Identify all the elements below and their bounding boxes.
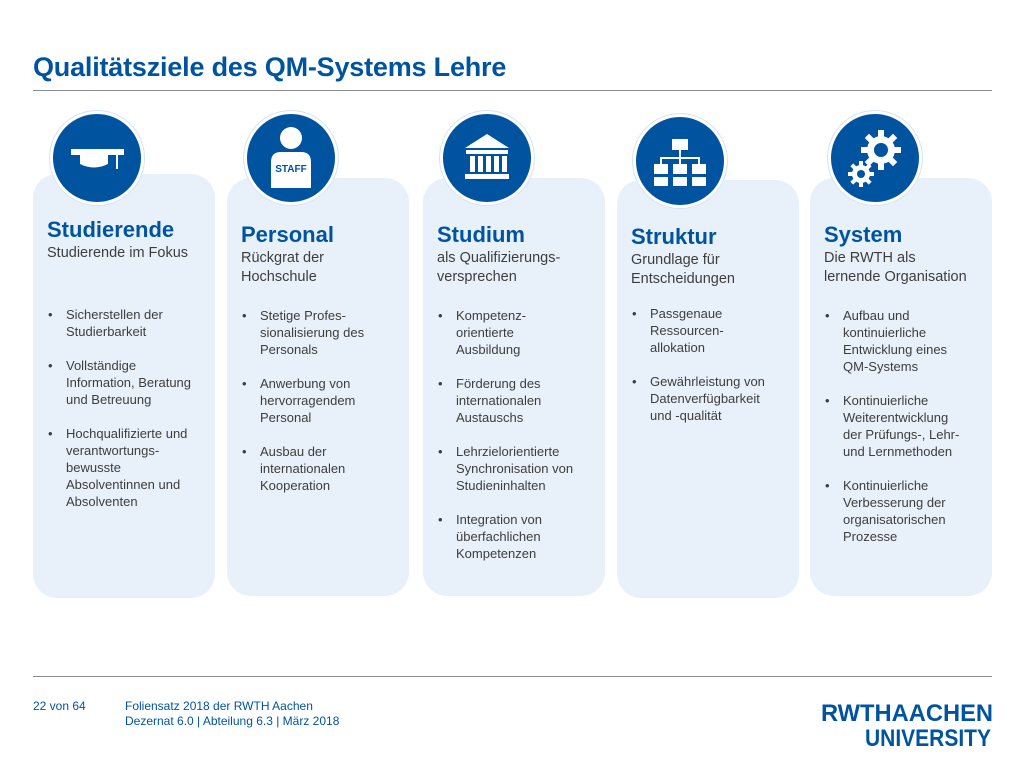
page-number: 22 von 64 xyxy=(33,699,86,713)
card-title: System xyxy=(824,222,903,247)
slide-title: Qualitätsziele des QM-Systems Lehre xyxy=(33,52,507,82)
list-item: • Gewährleistung von Datenverfügbarkeit und -qualität xyxy=(631,373,793,424)
card-personal xyxy=(227,178,409,596)
list-item: • Kompetenz- orientierte Ausbildung xyxy=(437,307,599,358)
card-title: Personal xyxy=(241,222,334,247)
list-item: • Vollständige Information, Beratung und Betreuung xyxy=(47,357,209,408)
org-chart-icon xyxy=(633,114,727,208)
staff-person-icon xyxy=(244,111,338,205)
bullet-list xyxy=(824,307,986,562)
card-studierende xyxy=(33,174,215,598)
svg-text:UNIVERSITY: UNIVERSITY xyxy=(865,725,991,752)
rwth-logo xyxy=(820,700,994,752)
list-item: • Passgenaue Ressourcen- allokation xyxy=(631,305,793,356)
bullet-list xyxy=(437,307,599,579)
institution-building-icon xyxy=(440,111,534,205)
card-title: Studierende xyxy=(47,217,175,242)
list-item: • Kontinuierliche Weiterentwicklung der Prüfungs-, Lehr- und Lernmethoden xyxy=(824,392,986,460)
gears-icon xyxy=(828,111,922,205)
list-item: • Stetige Profes- sionalisierung des Personals xyxy=(241,307,403,358)
card-subtitle: Grundlage für Entscheidungen xyxy=(631,252,735,287)
list-item: • Förderung des internationalen Austauschs xyxy=(437,375,599,426)
title-divider xyxy=(33,90,992,91)
bullet-list xyxy=(631,305,793,441)
footer-info: Foliensatz 2018 der RWTH Aachen Dezernat 6.0 | Abteilung 6.3 | März 2018 xyxy=(125,699,340,728)
svg-text:STAFF: STAFF xyxy=(275,164,307,175)
card-subtitle: als Qualifizierungs- versprechen xyxy=(437,250,561,285)
card-system xyxy=(810,178,992,596)
list-item: • Integration von überfachlichen Kompetenzen xyxy=(437,511,599,562)
card-subtitle: Die RWTH als lernende Organisation xyxy=(824,250,967,285)
bullet-list xyxy=(47,306,209,527)
list-item: • Lehrzielorientierte Synchronisation von Studieninhalten xyxy=(437,443,599,494)
list-item: • Sicherstellen der Studierbarkeit xyxy=(47,306,209,340)
list-item: • Kontinuierliche Verbesserung der organisatorischen Prozesse xyxy=(824,477,986,545)
card-subtitle: Studierende im Fokus xyxy=(47,245,189,261)
list-item: • Anwerbung von hervorragendem Personal xyxy=(241,375,403,426)
footer-divider xyxy=(33,676,992,677)
bullet-list xyxy=(241,307,403,511)
svg-text:RWTHAACHEN: RWTHAACHEN xyxy=(821,700,993,727)
card-title: Studium xyxy=(437,222,525,247)
card-studium xyxy=(423,178,605,596)
list-item: • Aufbau und kontinuierliche Entwicklung eines QM-Systems xyxy=(824,307,986,375)
card-title: Struktur xyxy=(631,224,717,249)
list-item: • Ausbau der internationalen Kooperation xyxy=(241,443,403,494)
card-struktur xyxy=(617,180,799,598)
list-item: • Hochqualifizierte und verantwortungs- bewusste Absolventinnen und Absolventen xyxy=(47,425,209,510)
card-subtitle: Rückgrat der Hochschule xyxy=(241,250,325,285)
graduation-cap-icon xyxy=(50,111,144,205)
